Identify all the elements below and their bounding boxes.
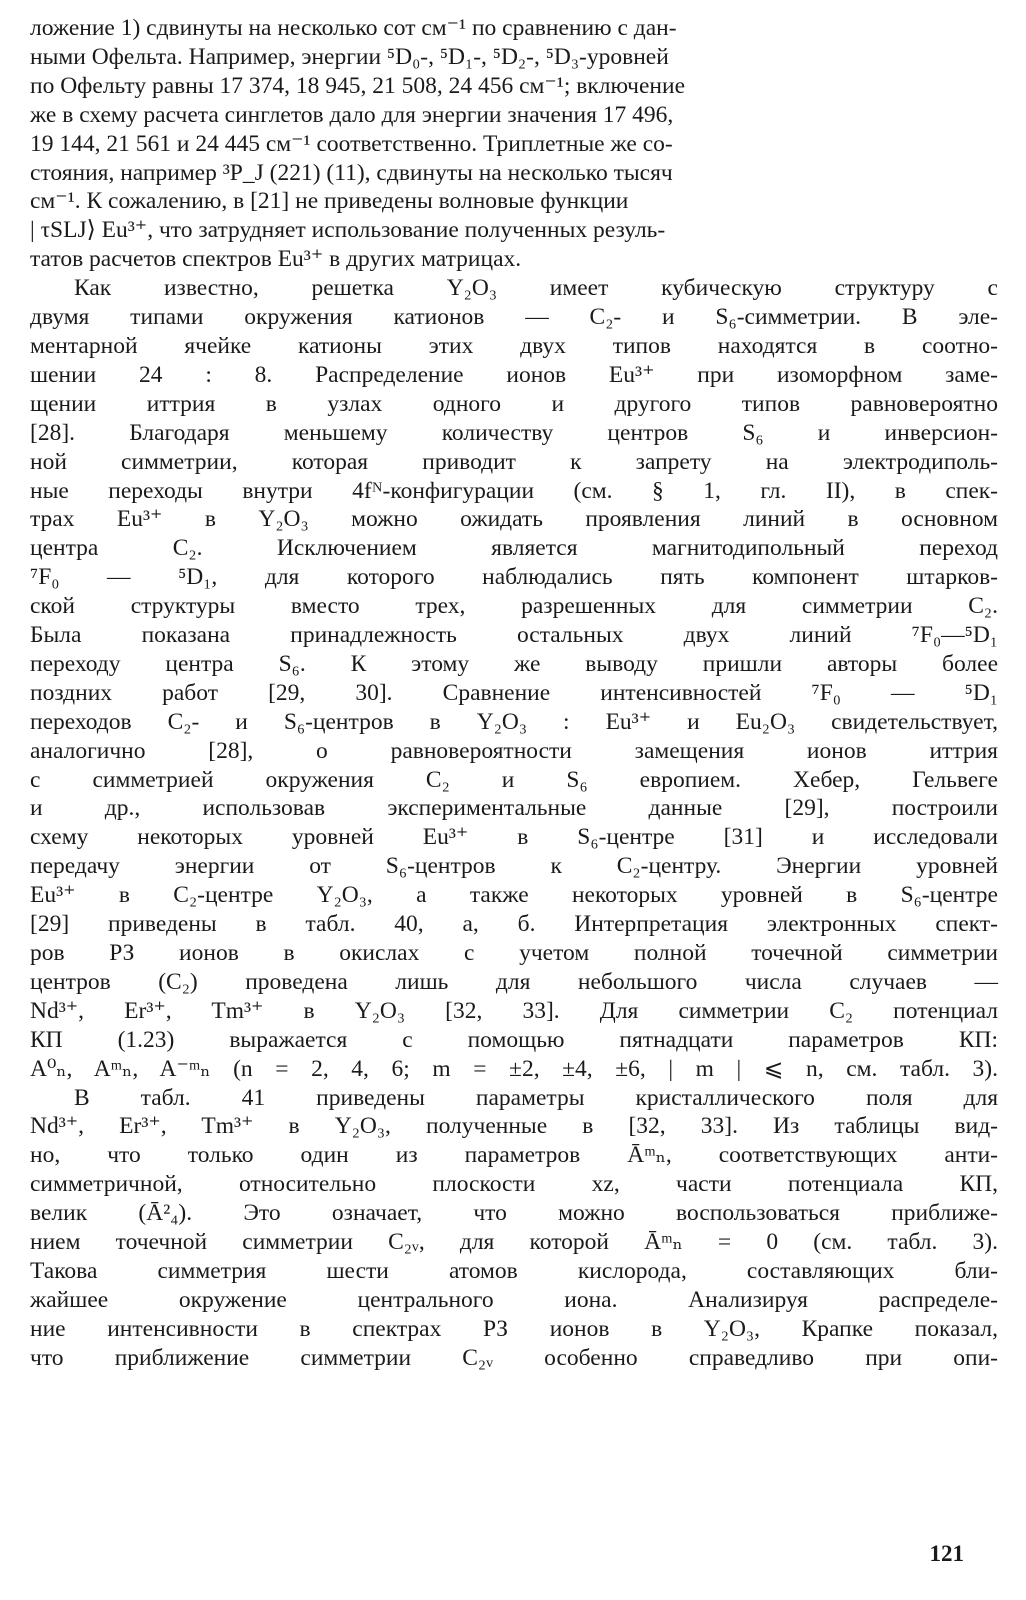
text-line: симметричной, относительно плоскости xz, части потенциала КП,: [30, 1171, 998, 1198]
text-line: [28]. Благодаря меньшему количеству центров S₆ и инверсион-: [30, 419, 998, 446]
text-line: шении 24 : 8. Распределение ионов Eu³⁺ при изоморфном заме-: [30, 361, 998, 388]
text-line: передачу энергии от S₆-центров к C₂-центру. Энергии уровней: [30, 853, 998, 880]
text-line: переходу центра S₆. К этому же выводу пришли авторы более: [30, 650, 998, 677]
text-line: ⁷F₀ — ⁵D₁, для которого наблюдались пять компонент штарков-: [30, 564, 998, 591]
text-line: ложение 1) сдвинуты на несколько сот см⁻¹ по сравнению с дан-: [30, 15, 677, 41]
text-line: же в схему расчета синглетов дало для энергии значения 17 496,: [30, 101, 674, 128]
text-line: ной симметрии, которая приводит к запрету на электродиполь-: [30, 448, 998, 475]
text-line: но, что только один из параметров Āᵐₙ, соответствующих анти-: [30, 1142, 998, 1169]
text-line: переходов C₂- и S₆-центров в Y₂O₃ : Eu³⁺ и Eu₂O₃ свидетельствует,: [30, 708, 998, 735]
text-line: ров РЗ ионов в окислах с учетом полной точечной симметрии: [30, 940, 998, 966]
text-line: Eu³⁺ в C₂-центре Y₂O₃, а также некоторых уровней в S₆-центре: [30, 882, 998, 909]
text-line: Nd³⁺, Er³⁺, Tm³⁺ в Y₂O₃ [32, 33]. Для симметрии C₂ потенциал: [30, 997, 998, 1024]
text-line: центра C₂. Исключением является магнитодипольный переход: [30, 535, 998, 562]
text-line: велик (Ā²₄). Это означает, что можно воспользоваться приближе-: [30, 1200, 998, 1227]
text-line: Такова симметрия шести атомов кислорода, составляющих бли-: [30, 1257, 998, 1284]
paragraph-2: [30, 274, 998, 1083]
text-line: ными Офельта. Например, энергии ⁵D₀-, ⁵D₁-, ⁵D₂-, ⁵D₃-уровней: [30, 43, 669, 70]
text-line: по Офельту равны 17 374, 18 945, 21 508, 24 456 см⁻¹; включение: [30, 72, 685, 99]
text-line: Как известно, решетка Y₂O₃ имеет кубическую структуру с: [74, 275, 998, 302]
text-line: трах Eu³⁺ в Y₂O₃ можно ожидать проявления линий в основном: [30, 506, 998, 533]
text-line: центров (C₂) проведена лишь для небольшого числа случаев —: [30, 968, 998, 995]
text-line: ской структуры вместо трех, разрешенных для симметрии C₂.: [30, 593, 998, 620]
text-line: Была показана принадлежность остальных двух линий ⁷F₀—⁵D₁: [30, 622, 998, 649]
text-line: В табл. 41 приведены параметры кристаллического поля для: [74, 1084, 998, 1111]
text-line: 19 144, 21 561 и 24 445 см⁻¹ соответственно. Триплетные же со-: [30, 130, 673, 157]
text-line: ние интенсивности в спектрах РЗ ионов в Y₂O₃, Крапке показал,: [30, 1315, 998, 1342]
text-line: поздних работ [29, 30]. Сравнение интенсивностей ⁷F₀ — ⁵D₁: [30, 679, 998, 706]
text-line: нием точечной симметрии C₂ᵥ, для которой Āᵐₙ = 0 (см. табл. 3).: [30, 1229, 998, 1256]
text-line: и др., использовав экспериментальные данные [29], построили: [30, 795, 998, 822]
text-line: КП (1.23) выражается с помощью пятнадцати параметров КП:: [30, 1026, 998, 1053]
text-line: Nd³⁺, Er³⁺, Tm³⁺ в Y₂O₃, полученные в [32, 33]. Из таблицы вид-: [30, 1113, 998, 1140]
page-number: 121: [929, 1541, 964, 1566]
text-line: татов расчетов спектров Eu³⁺ в других матрицах.: [30, 246, 522, 273]
text-line: жайшее окружение центрального иона. Анализируя распределе-: [30, 1286, 998, 1313]
text-line: ментарной ячейке катионы этих двух типов находятся в соотно-: [30, 332, 998, 359]
text-line: | τSLJ⟩ Eu³⁺, что затрудняет использование полученных резуль-: [30, 217, 666, 244]
text-line: двумя типами окружения катионов — C₂- и S₆-симметрии. В эле-: [30, 304, 998, 331]
text-line: ные переходы внутри 4fᴺ-конфигурации (см. § 1, гл. II), в спек-: [30, 477, 998, 504]
text-line: щении иттрия в узлах одного и другого типов равновероятно: [30, 390, 998, 417]
text-line: см⁻¹. К сожалению, в [21] не приведены волновые функции: [30, 188, 629, 215]
text-line: что приближение симметрии C₂ᵥ особенно справедливо при опи-: [30, 1344, 998, 1371]
text-line: с симметрией окружения C₂ и S₆ европием. Хебер, Гельвеге: [30, 766, 998, 793]
text-line: [29] приведены в табл. 40, а, б. Интерпретация электронных спект-: [30, 911, 998, 938]
text-line: схему некоторых уровней Eu³⁺ в S₆-центре [31] и исследовали: [30, 824, 998, 851]
text-line: аналогично [28], о равновероятности замещения ионов иттрия: [30, 737, 998, 764]
text-line: A⁰ₙ, Aᵐₙ, A⁻ᵐₙ (n = 2, 4, 6; m = ±2, ±4, ±6, | m | ⩽ n, см. табл. 3).: [30, 1055, 998, 1082]
paragraph-3: [30, 1084, 998, 1373]
text-line: стояния, например ³P_J (221) (11), сдвинуты на несколько тысяч: [30, 159, 673, 186]
page-text: [30, 14, 998, 1373]
paragraph-1: [30, 14, 998, 274]
